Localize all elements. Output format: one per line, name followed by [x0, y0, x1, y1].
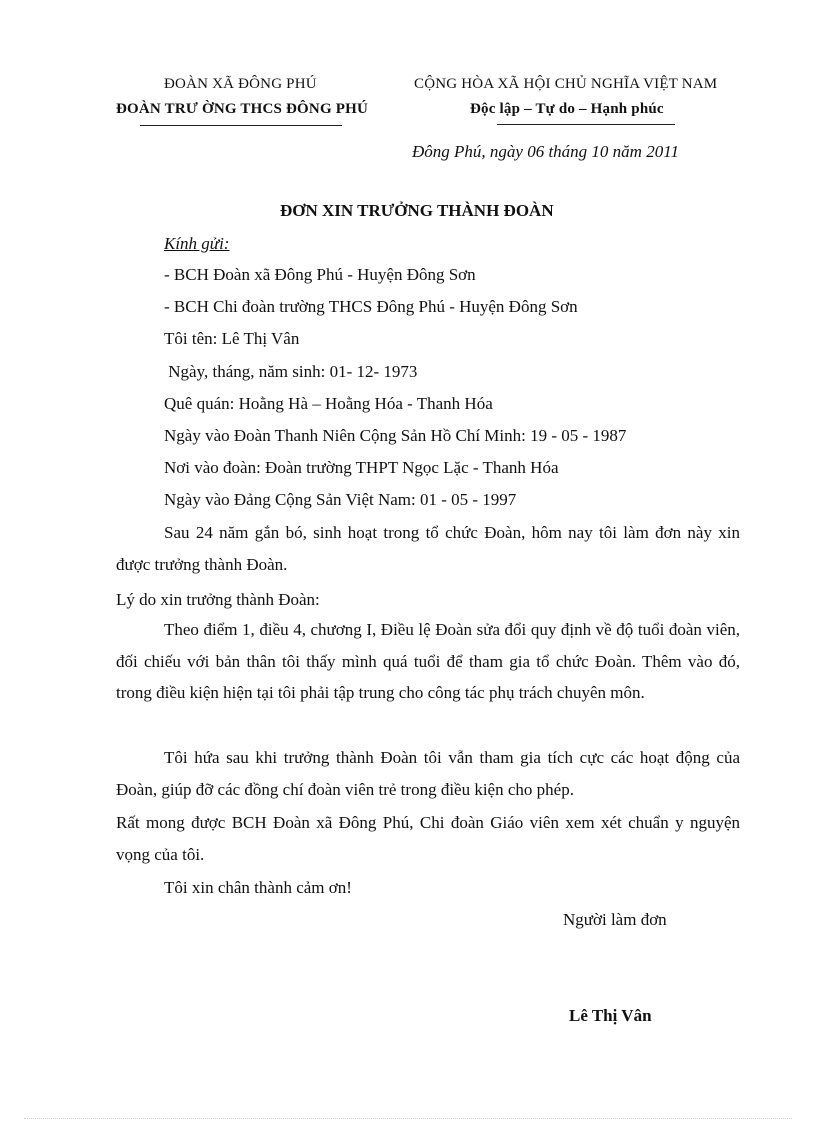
paragraph-promise [116, 742, 740, 805]
paragraph-reason [116, 614, 740, 709]
info-hometown: Quê quán: Hoằng Hà – Hoằng Hóa - Thanh Hóa [164, 394, 493, 413]
place-date: Đông Phú, ngày 06 tháng 10 năm 2011 [412, 142, 679, 161]
school-union-name: ĐOÀN TRƯ ỜNG THCS ĐÔNG PHÚ [116, 101, 369, 117]
info-name: Tôi tên: Lê Thị Vân [164, 329, 300, 348]
paragraph-request-text: Rất mong được BCH Đoàn xã Đông Phú, Chi đoàn Giáo viên xem xét chuẩn y nguyện vọng của tôi. [116, 813, 740, 864]
right-header-underline [497, 124, 675, 125]
info-union-join-place: Nơi vào đoàn: Đoàn trường THPT Ngọc Lặc - Thanh Hóa [164, 458, 559, 477]
salutation: Kính gửi: [164, 234, 230, 253]
national-title: CỘNG HÒA XÃ HỘI CHỦ NGHĨA VIỆT NAM [414, 76, 718, 92]
national-motto: Độc lập – Tự do – Hạnh phúc [470, 101, 664, 117]
paragraph-request [116, 807, 740, 870]
reason-heading: Lý do xin trưởng thành Đoàn: [116, 590, 320, 609]
info-party-join-date: Ngày vào Đảng Cộng Sản Việt Nam: 01 - 05 - 1997 [164, 490, 517, 509]
recipient-line: - BCH Đoàn xã Đông Phú - Huyện Đông Sơn [164, 265, 476, 284]
closing-thanks: Tôi xin chân thành cảm ơn! [164, 878, 352, 897]
paragraph-reason-text: Theo điểm 1, điều 4, chương I, Điều lệ Đoàn sửa đổi quy định về độ tuổi đoàn viên, đối chiếu với bản thân tôi thấy mình quá tuổi để tham gia tổ chức Đoàn. Thêm vào đó, trong điều kiện hiện tại tôi phải tập trung cho công tác phụ trách chuyên môn. [116, 620, 740, 702]
paragraph-intro [116, 517, 740, 580]
signature-role: Người làm đơn [563, 910, 667, 929]
info-union-join-date: Ngày vào Đoàn Thanh Niên Cộng Sản Hồ Chí Minh: 19 - 05 - 1987 [164, 426, 627, 445]
union-name: ĐOÀN XÃ ĐÔNG PHÚ [164, 76, 317, 92]
info-birthdate: Ngày, tháng, năm sinh: 01- 12- 1973 [164, 362, 418, 381]
left-header-underline [140, 125, 342, 126]
paragraph-intro-text: Sau 24 năm gắn bó, sinh hoạt trong tổ chức Đoàn, hôm nay tôi làm đơn này xin được trưởng thành Đoàn. [116, 523, 740, 574]
paragraph-promise-text: Tôi hứa sau khi trưởng thành Đoàn tôi vẫn tham gia tích cực các hoạt động của Đoàn, giúp đỡ các đồng chí đoàn viên trẻ trong điều kiện cho phép. [116, 748, 740, 799]
recipient-line: - BCH Chi đoàn trường THCS Đông Phú - Huyện Đông Sơn [164, 297, 578, 316]
signature-name: Lê Thị Vân [569, 1006, 652, 1025]
document-title: ĐƠN XIN TRƯỞNG THÀNH ĐOÀN [280, 201, 554, 220]
page-bottom-border [24, 1118, 792, 1119]
